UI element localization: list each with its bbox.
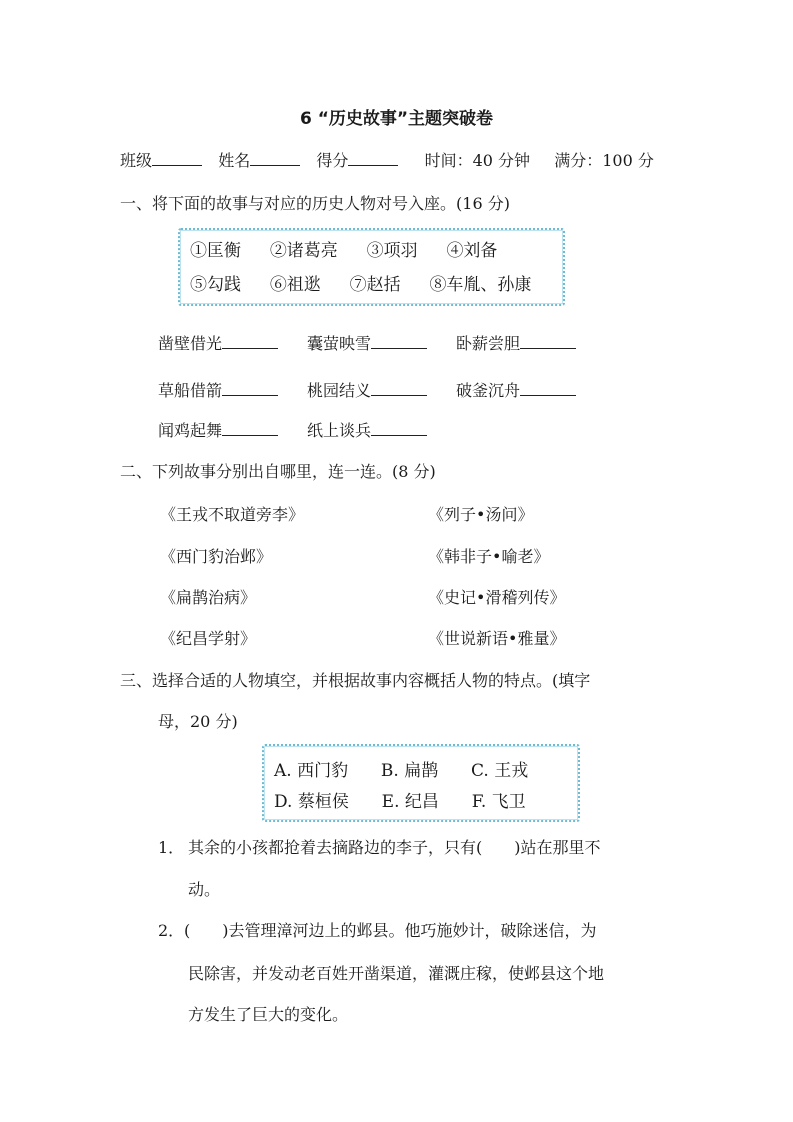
page-title: 6 “历史故事”主题突破卷 xyxy=(299,109,494,129)
option-f: F. 飞卫 xyxy=(471,792,526,812)
story-item xyxy=(456,378,576,401)
match-left-item[interactable]: 《扁鹊治病》 xyxy=(160,588,257,607)
options-row-2 xyxy=(274,787,526,812)
section2-heading xyxy=(120,459,436,482)
option-4: ④刘备 xyxy=(446,241,498,261)
class-label: 班级 xyxy=(120,151,153,170)
options-row-2 xyxy=(190,270,531,295)
match-left-item[interactable]: 《西门豹治邺》 xyxy=(160,547,273,566)
time-info: 时间：40 分钟 xyxy=(424,151,531,170)
section3-heading-text: 三、选择合适的人物填空，并根据故事内容概括人物的特点。 xyxy=(120,671,553,690)
question-2-number: 2． xyxy=(158,921,185,940)
question-2-line[interactable]: ( )去管理漳河边上的邺县。他巧施妙计，破除迷信，为 xyxy=(184,921,597,940)
section3-heading xyxy=(120,668,590,691)
story-answer-blank[interactable] xyxy=(222,334,278,349)
story-item xyxy=(158,378,278,401)
student-info-line xyxy=(120,148,654,171)
story-label: 草船借箭 xyxy=(158,381,223,400)
story-answer-blank[interactable] xyxy=(371,334,427,349)
story-item xyxy=(158,331,278,354)
option-7: ⑦赵括 xyxy=(349,275,401,295)
story-label: 破釜沉舟 xyxy=(456,381,521,400)
story-answer-blank[interactable] xyxy=(371,421,427,436)
match-right-item[interactable]: 《列子•汤问》 xyxy=(428,505,534,524)
section1-heading-text: 一、将下面的故事与对应的历史人物对号入座。 xyxy=(120,194,457,213)
question-1-line: 动。 xyxy=(188,880,221,899)
section2-heading-text: 二、下列故事分别出自哪里，连一连。 xyxy=(120,462,393,481)
full-score-info: 满分：100 分 xyxy=(554,151,654,170)
option-b: B. 扁鹊 xyxy=(380,761,439,781)
story-item xyxy=(456,331,576,354)
option-1: ①匡衡 xyxy=(190,241,241,261)
story-item xyxy=(307,418,427,441)
story-answer-blank[interactable] xyxy=(222,421,278,436)
story-label: 闻鸡起舞 xyxy=(158,421,223,440)
story-item xyxy=(307,378,427,401)
section3-points-cont: 母，20 分) xyxy=(158,712,238,731)
question-1-line[interactable]: 其余的小孩都抢着去摘路边的李子，只有( )站在那里不 xyxy=(188,838,601,857)
match-right-item[interactable]: 《韩非子•喻老》 xyxy=(428,547,550,566)
option-c: C. 王戎 xyxy=(471,761,529,781)
score-label: 得分 xyxy=(316,151,349,170)
class-field[interactable] xyxy=(152,151,202,166)
story-label: 凿壁借光 xyxy=(158,334,223,353)
story-item xyxy=(158,418,278,441)
story-answer-blank[interactable] xyxy=(520,334,576,349)
options-row-1 xyxy=(274,756,528,781)
name-label: 姓名 xyxy=(218,151,251,170)
question-2-line: 方发生了巨大的变化。 xyxy=(188,1005,349,1024)
section2-points: (8 分) xyxy=(392,462,436,481)
name-field[interactable] xyxy=(250,151,300,166)
option-e: E. 纪昌 xyxy=(381,792,439,812)
match-right-item[interactable]: 《世说新语•雅量》 xyxy=(428,629,566,648)
story-answer-blank[interactable] xyxy=(520,381,576,396)
story-answer-blank[interactable] xyxy=(222,381,278,396)
story-label: 纸上谈兵 xyxy=(307,421,372,440)
option-2: ②诸葛亮 xyxy=(269,241,338,261)
section1-heading xyxy=(120,191,510,214)
story-answer-blank[interactable] xyxy=(371,381,427,396)
match-right-item[interactable]: 《史记•滑稽列传》 xyxy=(428,588,566,607)
story-label: 桃园结义 xyxy=(307,381,372,400)
match-left-item[interactable]: 《纪昌学射》 xyxy=(160,629,257,648)
section3-points: (填字 xyxy=(552,671,591,690)
question-1-number: 1． xyxy=(158,838,185,857)
question-2-line: 民除害，并发动老百姓开凿渠道，灌溉庄稼，使邺县这个地 xyxy=(188,964,605,983)
section1-points: (16 分) xyxy=(456,194,510,213)
option-5: ⑤勾践 xyxy=(190,275,241,295)
options-row-1 xyxy=(190,236,497,261)
match-left-item[interactable]: 《王戎不取道旁李》 xyxy=(160,505,305,524)
section1-options-box xyxy=(178,228,565,306)
story-label: 卧薪尝胆 xyxy=(456,334,521,353)
story-label: 囊萤映雪 xyxy=(307,334,372,353)
score-field[interactable] xyxy=(348,151,398,166)
option-3: ③项羽 xyxy=(366,241,418,261)
section3-options-box xyxy=(262,744,580,822)
story-item xyxy=(307,331,427,354)
option-8: ⑧车胤、孙康 xyxy=(429,275,532,295)
option-a: A. 西门豹 xyxy=(274,761,349,781)
option-6: ⑥祖逖 xyxy=(269,275,321,295)
option-d: D. 蔡桓侯 xyxy=(274,792,349,812)
